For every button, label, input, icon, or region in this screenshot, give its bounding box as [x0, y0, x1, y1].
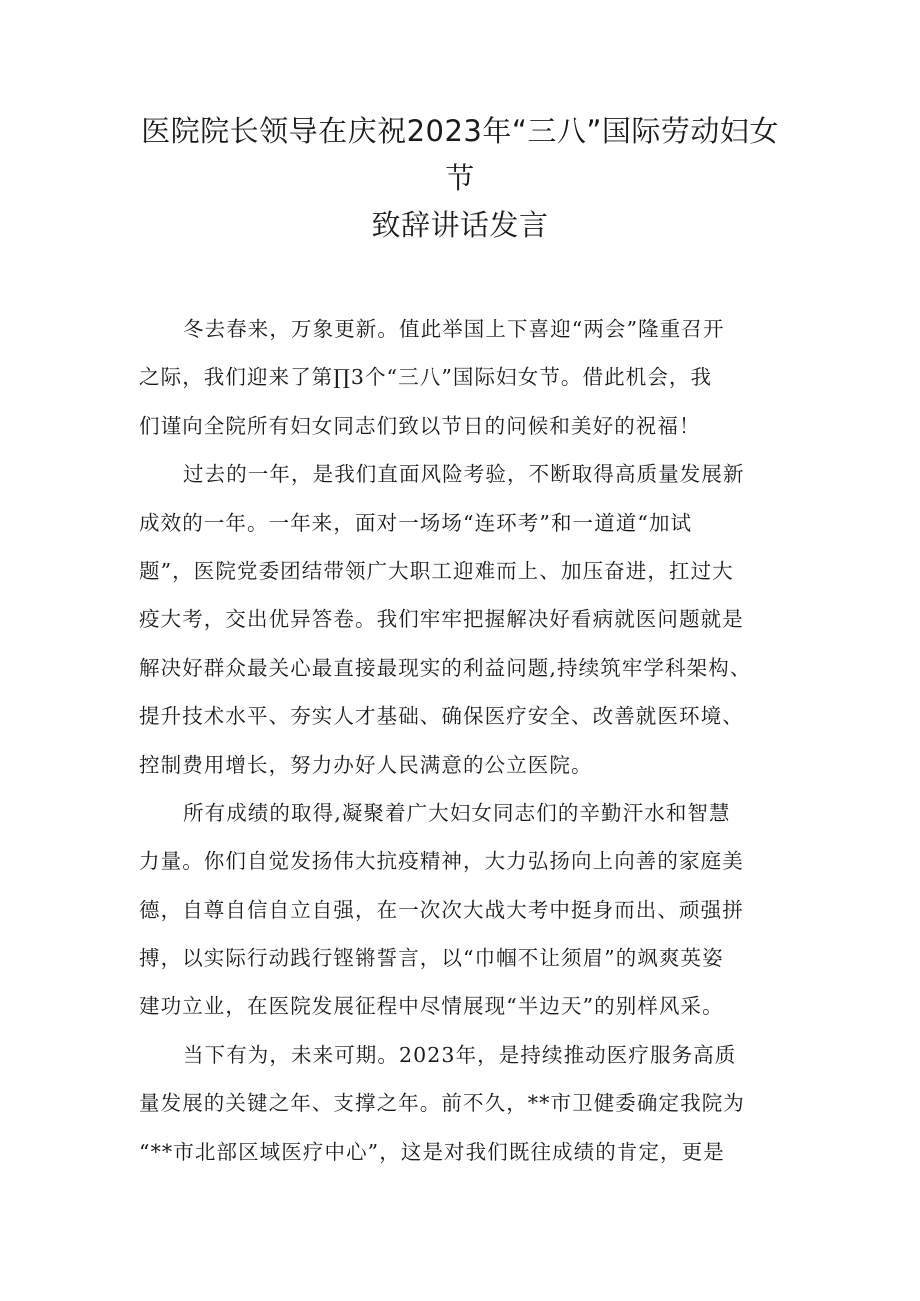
text-line: 控制费用增长，努力办好人民满意的公立医院。 [139, 752, 593, 777]
document-body [139, 305, 799, 1176]
paragraph-1 [139, 305, 799, 450]
paragraph-2 [139, 450, 799, 789]
text-line: 解决好群众最关心最直接最现实的利益问题,持续筑牢学科架构、 [139, 655, 752, 680]
text-line: 建功立业，在医院发展征程中尽情展现“半边天”的别样风采。 [139, 994, 724, 1019]
text-line: 们谨向全院所有妇女同志们致以节日的问候和美好的祝福！ [139, 413, 701, 438]
paragraph-3 [139, 789, 799, 1031]
text-line: 搏，以实际行动践行铿锵誓言，以“巾帼不让须眉”的飒爽英姿 [139, 946, 724, 971]
text-line: 题”，医院党委团结带领广大职工迎难而上、加压奋进，扛过大 [139, 558, 734, 583]
text-line: 成效的一年。一年来，面对一场场“连环考”和一道道“加试 [139, 510, 693, 535]
text-line: 量发展的关键之年、支撑之年。前不久，**市卫健委确定我院为 [139, 1091, 745, 1116]
text-line: 所有成绩的取得,凝聚着广大妇女同志们的辛勤汗水和智慧 [183, 800, 731, 825]
text-line: 提升技术水平、夯实人才基础、确保医疗安全、改善就医环境、 [139, 704, 744, 729]
text-line: 德，自尊自信自立自强，在一次次大战大考中挺身而出、顽强拼 [139, 897, 744, 922]
title-line-3: 致辞讲话发言 [371, 208, 549, 242]
text-line: 力量。你们自觉发扬伟大抗疫精神，大力弘扬向上向善的家庭美 [139, 849, 744, 874]
title-line-1: 医院院长领导在庆祝2023年“三八”国际劳动妇女 [141, 114, 779, 148]
title-line-2: 节 [445, 161, 475, 195]
text-line: 当下有为，未来可期。2023年，是持续推动医疗服务高质 [183, 1042, 737, 1067]
document-title [100, 108, 820, 249]
text-line: 之际，我们迎来了第∏3个“三八”国际妇女节。借此机会，我 [139, 365, 713, 390]
text-line: “**市北部区域医疗中心”，这是对我们既往成绩的肯定，更是 [139, 1139, 725, 1164]
paragraph-4 [139, 1031, 799, 1176]
text-line: 冬去春来，万象更新。值此举国上下喜迎“两会”隆重召开 [183, 317, 725, 341]
text-line: 疫大考，交出优异答卷。我们牢牢把握解决好看病就医问题就是 [139, 607, 744, 632]
text-line: 过去的一年，是我们直面风险考验，不断取得高质量发展新 [183, 462, 745, 487]
